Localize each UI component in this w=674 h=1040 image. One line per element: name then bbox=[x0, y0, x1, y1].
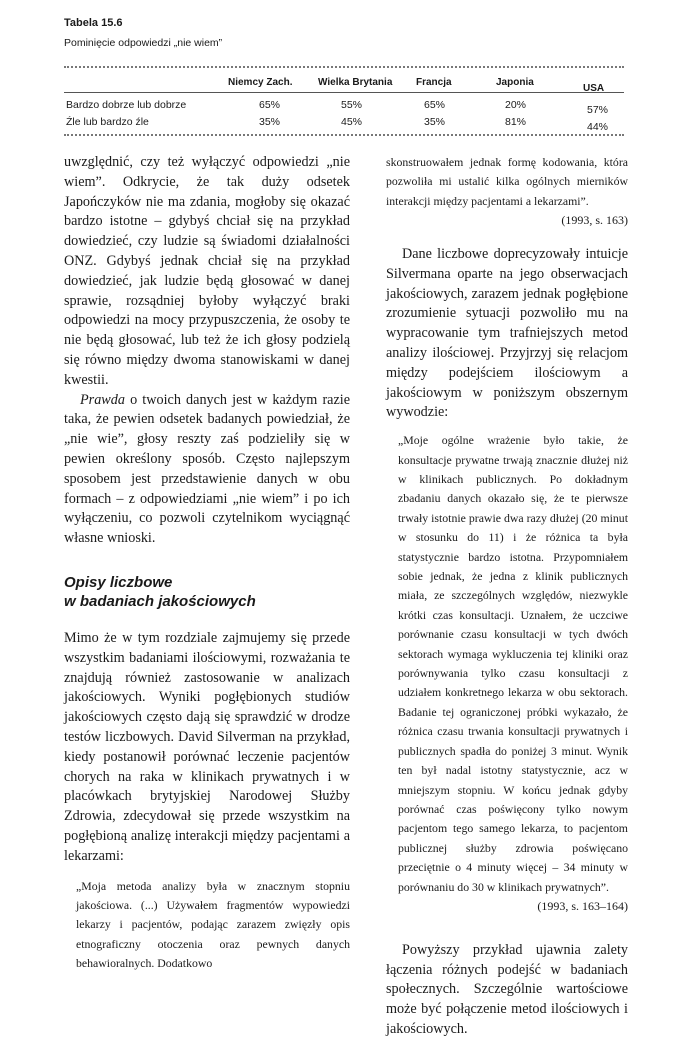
col-header-great-britain: Wielka Brytania bbox=[318, 77, 393, 88]
section-heading-line-2: w badaniach jakościowych bbox=[64, 592, 256, 610]
table-header-rule bbox=[64, 92, 624, 93]
cell-good-great-britain: 55% bbox=[341, 99, 363, 111]
left-block-quote: „Moja metoda analizy była w znacznym stopniu jakościowa. (...) Używałem fragmentów wypowiedzi lekarzy i pacjentów, podając zarazem zwięzły opis etnograficzny otoczenia oraz pewnych danych behawioralnych. Dodatkowo bbox=[76, 878, 350, 971]
cell-good-japan: 20% bbox=[505, 99, 527, 111]
row-label-good: Bardzo dobrze lub dobrze bbox=[66, 99, 187, 111]
left-paragraph-2-text: o twoich danych jest w każdym razie taka, że pewien odsetek badanych powiedział, że „nie wie”, głosy reszty zaś podzieliły się w pewien określony sposób. Często najlepszym sposobem jest przedstawienie danych w obu formach – z odpowiedziami „nie wiem” i po ich wyłączeniu, co pozwoli czytelnikom wyciągnąć własne wnioski. bbox=[64, 391, 350, 547]
cell-bad-france: 35% bbox=[424, 116, 446, 128]
right-paragraph-2: Powyższy przykład ujawnia zalety łączenia różnych podejść w badaniach społecznych. Szczególnie wartościowe może być połączenie metod ilościowych i jakościowych. bbox=[386, 941, 628, 1037]
right-citation-1: (1993, s. 163) bbox=[561, 213, 628, 228]
col-header-france: Francja bbox=[416, 77, 452, 88]
row-label-bad: Źle lub bardzo źle bbox=[66, 116, 149, 128]
left-paragraph-2 bbox=[64, 391, 350, 549]
right-citation-2: (1993, s. 163–164) bbox=[537, 898, 628, 913]
section-heading-line-1: Opisy liczbowe bbox=[64, 573, 173, 591]
left-paragraph-2-italic: Prawda bbox=[80, 391, 125, 408]
table-bottom-rule bbox=[64, 134, 624, 136]
col-header-west-germany: Niemcy Zach. bbox=[228, 77, 293, 88]
cell-good-usa: 57% bbox=[587, 104, 609, 116]
cell-bad-great-britain: 45% bbox=[341, 116, 363, 128]
cell-good-west-germany: 65% bbox=[259, 99, 281, 111]
left-column bbox=[64, 153, 350, 974]
left-paragraph-1: uwzględnić, czy też wyłączyć odpowiedzi „nie wiem”. Odkrycie, że tak duży odsetek Japończyków nie ma zdania, mogłoby się okazać bardzo istotne – gdybyś chciał się na przykład dowiedzieć, czy ludzie są świadomi działalności ONZ. Gdybyś jednak chciał się na przykład dowiedzieć, jak ludzie będą głosować w danej sprawie, rozsądniej byłoby wyłączyć braki odpowiedzi na mocy przypuszczenia, że osoby te nie będą głosować, lub też że ich głosy podzielą się równo między dwoma stanowiskami w danej kwestii. bbox=[64, 154, 350, 388]
right-block-quote-1: skonstruowałem jednak formę kodowania, która pozwoliła mi ustalić kilka ogólnych mierników interakcji między pacjentami a lekarzami”. bbox=[386, 155, 628, 208]
cell-bad-west-germany: 35% bbox=[259, 116, 281, 128]
table-subtitle: Pominięcie odpowiedzi „nie wiem” bbox=[64, 37, 223, 49]
right-block-quote-2: „Moje ogólne wrażenie było takie, że konsultacje prywatne trwają znacznie dłużej niż w klinikach publicznych. Po dokładnym zbadaniu danych okazało się, że te pierwsze trwały istotnie prawie dwa razy dłużej (20 minut w stosunku do 11) i że różnica ta była statystycznie bardzo istotna. Przypomniałem sobie jednak, że jedna z klinik publicznych miała, ze szczególnych względów, niezwykle krótki czas konsultacji. Uznałem, że uczciwe porównanie czasu konsultacji w tych dwóch sektorach wymaga wykluczenia tej kliniki oraz porównywania tylko czasu konsultacji z udziałem konkretnego lekarza w obu sektorach. Badanie tej ograniczonej próbki wykazało, że różnica czasu trwania konsultacji prywatnych i publicznych spadła do poniżej 3 minut. Wynik ten był nadal istotny statystycznie, acz w mniejszym stopniu. W końcu jednak gdyby porównać czas poświęcony tylko nowym pacjentom tego samego lekarza, to pacjentom publicznej służby zdrowia poświęcano przeciętnie o 4 minuty więcej – 34 minuty w porównaniu do 30 w klinikach prywatnych”. bbox=[398, 433, 628, 894]
right-paragraph-1: Dane liczbowe doprecyzowały intuicje Silvermana oparte na jego obserwacjach jakościowych, zarazem jednak pogłębione zrozumienie sytuacji pozwoliło mu na wypracowanie tym trafniejszych metod analizy ilościowej. Przyjrzyj się relacjom między podejściem ilościowym a jakościowym w poniższym obszernym wywodzie: bbox=[386, 246, 628, 421]
col-header-japan: Japonia bbox=[496, 77, 534, 88]
cell-good-france: 65% bbox=[424, 99, 446, 111]
left-paragraph-3: Mimo że w tym rozdziale zajmujemy się przede wszystkim badaniami ilościowymi, rozważania te znajdują również zastosowanie w analizach jakościowych. Wyniki pogłębionych studiów jakościowych często dają się sprawdzić w drodze testów liczbowych. David Silverman na przykład, kiedy postanowił porównać leczenie pacjentów chorych na raka w klinikach prywatnych i w placówkach brytyjskiej Narodowej Służby Zdrowia, zdecydował się przede wszystkim na pogłębioną analizę interakcji między pacjentami a lekarzami: bbox=[64, 629, 350, 864]
col-header-usa: USA bbox=[583, 83, 605, 94]
cell-bad-usa: 44% bbox=[587, 121, 609, 133]
table-caption: Tabela 15.6 bbox=[64, 17, 123, 29]
table-top-rule bbox=[64, 66, 624, 68]
cell-bad-japan: 81% bbox=[505, 116, 527, 128]
right-column bbox=[386, 153, 628, 1040]
